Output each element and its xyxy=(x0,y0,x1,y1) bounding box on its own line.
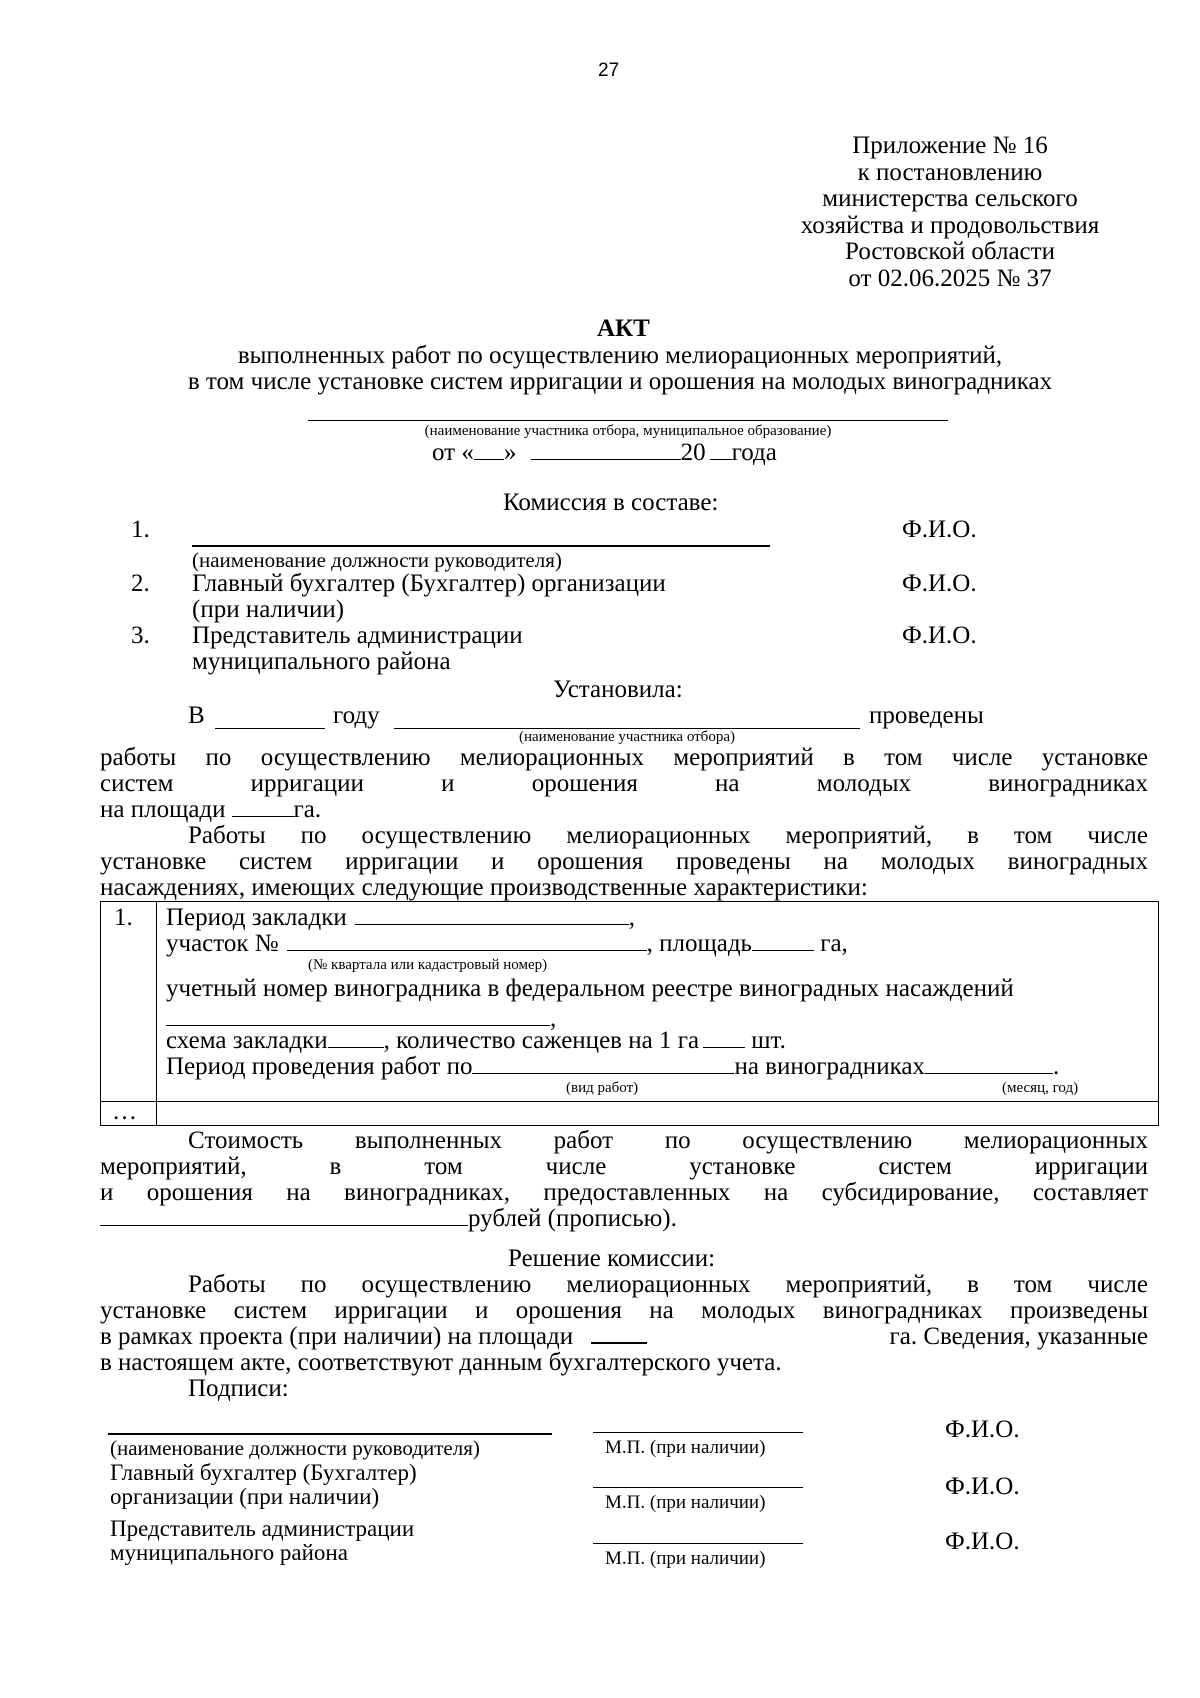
rubles-label: рублей (прописью). xyxy=(468,1205,677,1232)
table-row-number: 1. xyxy=(114,904,133,931)
member-fio: Ф.И.О. xyxy=(902,570,977,597)
established-text: систем ирригации и орошения на молодых виноградниках xyxy=(100,770,1148,797)
member-number: 3. xyxy=(131,622,150,649)
month-year-hint: (месяц, год) xyxy=(1002,1080,1079,1096)
signature-text: (наименование должности руководителя) xyxy=(110,1436,480,1460)
appendix-line: министерства сельского xyxy=(822,185,1078,212)
signature-fio: Ф.И.О. xyxy=(945,1528,1020,1555)
cost-text: и орошения на виноградниках, предоставленных на субсидирование, составляет xyxy=(100,1179,1148,1206)
ha-label: га. xyxy=(293,796,322,823)
date-line xyxy=(432,440,777,466)
ha-label: га, xyxy=(820,930,848,957)
table-plot xyxy=(166,931,848,957)
table-column-divider xyxy=(156,901,157,1126)
plot-hint: (№ квартала или кадастровый номер) xyxy=(308,957,548,973)
area-label: на площади xyxy=(100,796,226,823)
pcs-label: шт. xyxy=(751,1027,786,1054)
stamp-label: М.П. (при наличии) xyxy=(605,1548,766,1569)
appendix-line: Ростовской области xyxy=(845,238,1055,265)
table-row-ellipsis: … xyxy=(112,1098,137,1125)
member-number: 2. xyxy=(131,570,150,597)
established-heading: Установила: xyxy=(553,676,683,703)
area-label: , площадь xyxy=(646,930,752,957)
established-text: установке систем ирригации и орошения проведены на молодых виноградных xyxy=(100,848,1148,875)
signature-position-blank xyxy=(108,1433,552,1435)
position-hint: (наименование должности руководителя) xyxy=(192,548,562,572)
established-text xyxy=(100,797,321,823)
member-text: муниципального района xyxy=(192,648,451,675)
works-period-label: Период проведения работ по xyxy=(166,1053,473,1080)
signature-fio: Ф.И.О. xyxy=(945,1416,1020,1443)
year-blank xyxy=(215,728,325,729)
signature-blank xyxy=(593,1487,803,1488)
work-type-hint: (вид работ) xyxy=(566,1080,639,1096)
decision-text: Работы по осуществлению мелиорационных мероприятий, в том числе xyxy=(188,1271,1148,1298)
signature-fio: Ф.И.О. xyxy=(945,1473,1020,1500)
signature-text: муниципального района xyxy=(110,1540,348,1565)
signatures-heading: Подписи: xyxy=(188,1375,289,1402)
plot-label: участок № xyxy=(166,930,279,957)
decision-heading: Решение комиссии: xyxy=(508,1245,716,1272)
table-row-divider xyxy=(100,1101,1159,1102)
table-period: Период закладки , xyxy=(166,904,635,931)
date-suffix: года xyxy=(731,439,777,466)
appendix-line: от 02.06.2025 № 37 xyxy=(848,264,1052,292)
signature-text: организации (при наличии) xyxy=(110,1484,380,1509)
appendix-line: хозяйства и продовольствия xyxy=(800,211,1100,239)
participant-hint-2: (наименование участника отбора) xyxy=(519,729,735,745)
participant-hint: (наименование участника отбора, муниципальное образование) xyxy=(424,423,832,439)
cost-text: Стоимость выполненных работ по осуществлению мелиорационных xyxy=(188,1127,1148,1154)
decision-ha: га. Сведения, указанные xyxy=(889,1323,1148,1350)
position-blank xyxy=(192,545,770,547)
document-subtitle: выполненных работ по осуществлению мелиорационных мероприятий, xyxy=(237,342,1003,369)
date-prefix: от « xyxy=(432,439,474,466)
signature-blank xyxy=(593,1543,803,1544)
table-registry-blank: , xyxy=(166,1006,556,1032)
appendix-line: к постановлению xyxy=(857,158,1043,186)
decision-text xyxy=(100,1324,1148,1350)
decision-area: в рамках проекта (при наличии) на площади xyxy=(100,1323,574,1350)
cost-text xyxy=(100,1206,677,1232)
member-text: Представитель администрации xyxy=(192,622,523,649)
established-done: проведены xyxy=(869,702,984,729)
table-scheme xyxy=(166,1028,786,1054)
page-number: 27 xyxy=(598,60,620,81)
on-vineyards-label: на виноградниках xyxy=(734,1053,925,1080)
commission-heading: Комиссия в составе: xyxy=(503,489,719,516)
member-fio: Ф.И.О. xyxy=(902,622,977,649)
document-subtitle: в том числе установке систем ирригации и орошения на молодых виноградниках xyxy=(187,368,1053,395)
cost-text: мероприятий, в том числе установке систем ирригации xyxy=(100,1153,1148,1180)
member-number: 1. xyxy=(131,516,150,543)
stamp-label: М.П. (при наличии) xyxy=(605,1492,766,1513)
established-text: насаждениях, имеющих следующие производственные характеристики: xyxy=(100,874,868,901)
document-title: АКТ xyxy=(597,315,650,342)
seedlings-label: , количество саженцев на 1 га xyxy=(383,1027,700,1054)
decision-text: установке систем ирригации и орошения на молодых виноградниках произведены xyxy=(100,1297,1148,1324)
appendix-block xyxy=(700,133,1200,292)
signature-blank xyxy=(593,1432,803,1433)
established-v: В xyxy=(188,702,205,729)
period-label: Период закладки xyxy=(166,904,347,931)
member-text: (при наличии) xyxy=(192,596,345,623)
signature-text: Главный бухгалтер (Бухгалтер) xyxy=(110,1460,417,1485)
participant-blank xyxy=(308,420,948,421)
appendix-line: Приложение № 16 xyxy=(852,132,1048,159)
member-fio: Ф.И.О. xyxy=(902,516,977,543)
date-mid: » xyxy=(503,439,517,466)
established-year: году xyxy=(333,702,380,729)
table-works-period: Период проведения работ по на виноградниках . xyxy=(166,1053,1060,1080)
date-year: 20 xyxy=(680,439,706,466)
stamp-label: М.П. (при наличии) xyxy=(605,1437,766,1458)
established-text: Работы по осуществлению мелиорационных мероприятий, в том числе xyxy=(188,822,1148,849)
table-registry: учетный номер виноградника в федеральном реестре виноградных насаждений xyxy=(166,975,1014,1002)
established-text: работы по осуществлению мелиорационных мероприятий в том числе установке xyxy=(100,744,1148,771)
member-text: Главный бухгалтер (Бухгалтер) организации xyxy=(192,570,666,597)
scheme-label: схема закладки xyxy=(166,1027,328,1054)
decision-text: в настоящем акте, соответствуют данным бухгалтерского учета. xyxy=(100,1349,782,1376)
signature-text: Представитель администрации xyxy=(110,1516,415,1541)
